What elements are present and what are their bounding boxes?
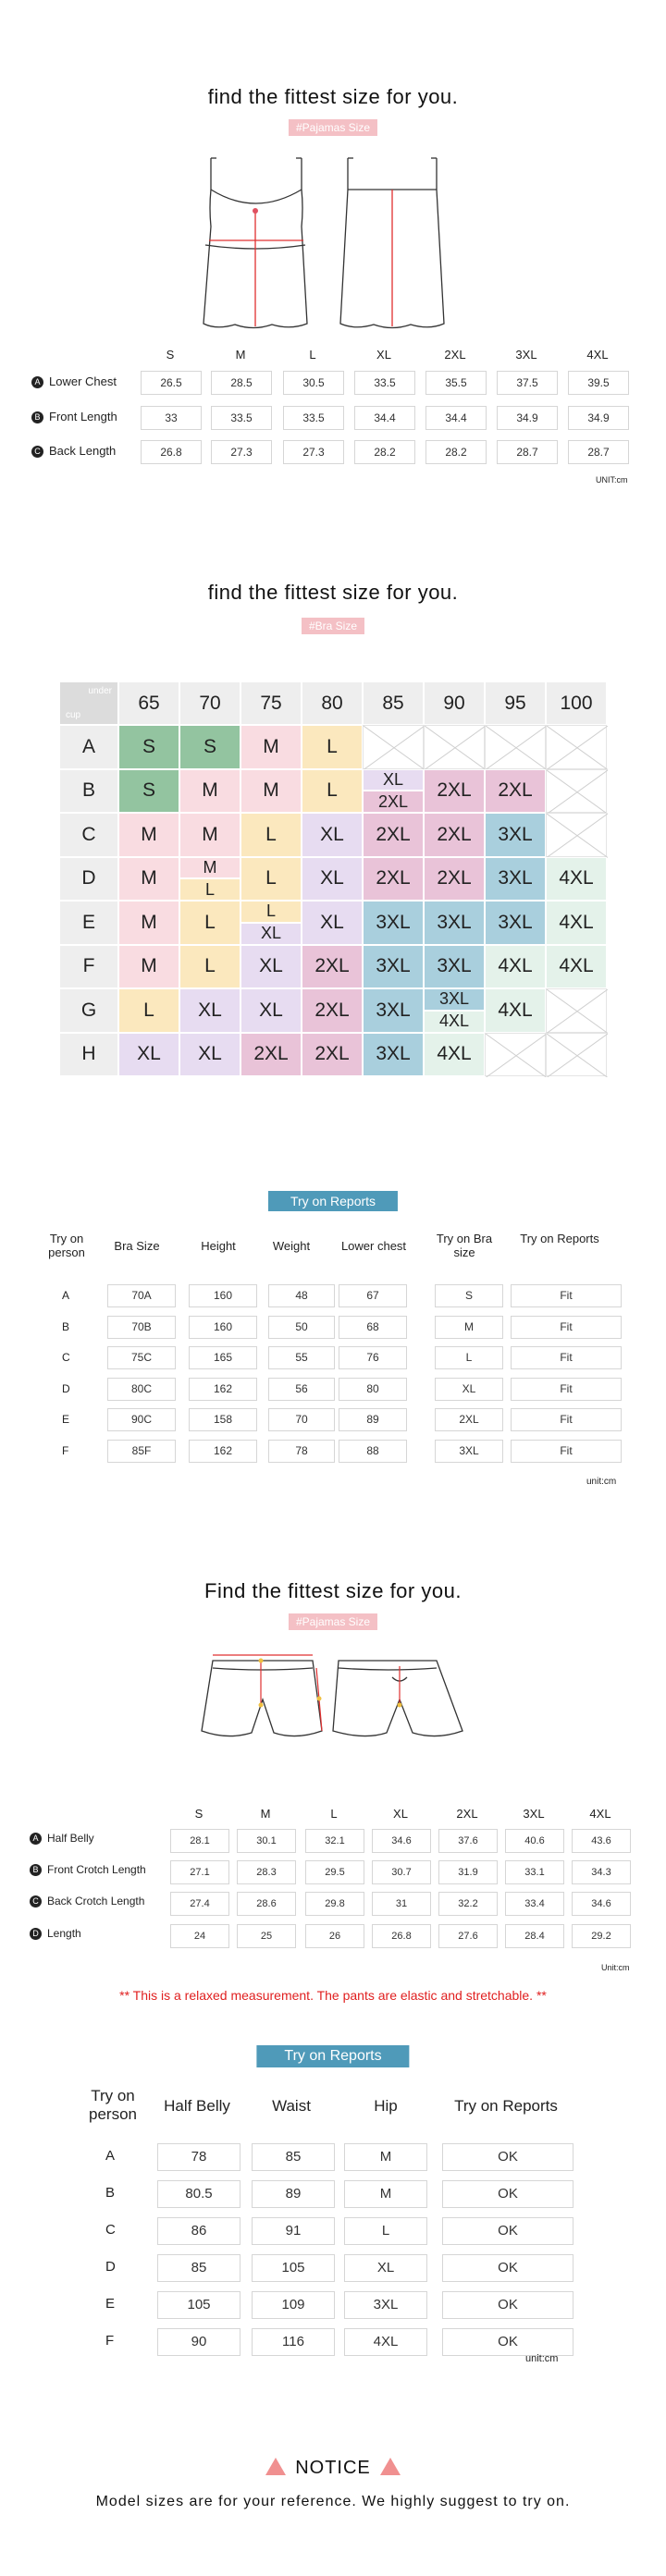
unavailable-cell xyxy=(363,725,424,769)
size-value-cell: 27.3 xyxy=(283,440,344,464)
size-value-cell: 26 xyxy=(305,1924,364,1948)
size-value-cell: 33.1 xyxy=(505,1860,564,1884)
shorts-diagram xyxy=(194,1648,472,1759)
size-cell: XL xyxy=(240,945,302,989)
person-label: D xyxy=(105,2259,116,2275)
try-on-header: Lower chest xyxy=(340,1239,407,1253)
size-cell: XL xyxy=(302,857,363,902)
measure-label-text: Length xyxy=(47,1927,81,1940)
size-cell-lower: XL xyxy=(240,923,302,945)
section4-unit: Unit:cm xyxy=(601,1963,630,1972)
size-header: S xyxy=(166,348,175,362)
section3-badge: Try on Reports xyxy=(268,1191,398,1211)
size-cell: S xyxy=(118,725,179,769)
size-cell: L xyxy=(179,901,240,945)
size-cell: 3XL xyxy=(424,945,485,989)
size-cell: 2XL xyxy=(363,813,424,857)
size-value-cell: 24 xyxy=(170,1924,229,1948)
size-cell: 2XL xyxy=(302,1033,363,1077)
try-on-value-cell: 75C xyxy=(107,1346,176,1369)
size-cell: 3XL xyxy=(363,901,424,945)
size-cell: M xyxy=(118,901,179,945)
band-size-header: 100 xyxy=(546,681,607,725)
unavailable-cell xyxy=(546,1033,607,1077)
warning-icon xyxy=(380,2458,401,2475)
try-on-value-cell: 91 xyxy=(252,2217,335,2245)
size-cell: M xyxy=(240,725,302,769)
size-value-cell: 28.2 xyxy=(354,440,415,464)
unavailable-cell xyxy=(546,988,607,1033)
size-cell-upper: L xyxy=(240,901,302,923)
size-value-cell: 28.7 xyxy=(497,440,558,464)
size-header: XL xyxy=(376,348,391,362)
size-value-cell: 26.5 xyxy=(141,371,202,395)
size-cell: L xyxy=(240,857,302,902)
size-value-cell: 33.5 xyxy=(354,371,415,395)
size-cell-lower: L xyxy=(179,878,240,901)
size-header: XL xyxy=(393,1807,408,1821)
size-cell: 3XL xyxy=(363,945,424,989)
person-label: B xyxy=(105,2185,116,2201)
size-cell: 3XL xyxy=(485,901,546,945)
try-on-header: Half Belly xyxy=(164,2097,230,2115)
section3-unit: unit:cm xyxy=(586,1477,617,1487)
size-cell: L xyxy=(302,725,363,769)
try-on-value-cell: OK xyxy=(442,2254,574,2282)
size-value-cell: 29.8 xyxy=(305,1892,364,1916)
section1-badge: #Pajamas Size xyxy=(289,119,377,136)
size-cell: 2XL xyxy=(424,769,485,814)
try-on-header: Try on Bra size xyxy=(436,1232,493,1259)
size-cell-upper: XL xyxy=(363,769,424,791)
measure-label xyxy=(31,410,117,423)
try-on-value-cell: 90C xyxy=(107,1408,176,1431)
unavailable-cell xyxy=(424,725,485,769)
size-cell: 2XL xyxy=(240,1033,302,1077)
try-on-value-cell: 48 xyxy=(268,1284,335,1307)
size-value-cell: 37.6 xyxy=(438,1829,498,1853)
size-value-cell: 30.7 xyxy=(372,1860,431,1884)
size-value-cell: 34.6 xyxy=(572,1892,631,1916)
size-value-cell: 32.2 xyxy=(438,1892,498,1916)
size-cell: L xyxy=(179,945,240,989)
try-on-value-cell: 80.5 xyxy=(157,2180,240,2208)
try-on-value-cell: 68 xyxy=(339,1316,407,1339)
size-cell: M xyxy=(118,813,179,857)
size-header: 2XL xyxy=(444,348,466,362)
try-on-value-cell: Fit xyxy=(511,1284,622,1307)
try-on-header: Try on Reports xyxy=(520,1232,599,1245)
size-header: L xyxy=(330,1807,338,1821)
cup-size-header: H xyxy=(59,1033,118,1077)
size-value-cell: 34.4 xyxy=(426,406,487,430)
try-on-value-cell: Fit xyxy=(511,1316,622,1339)
try-on-value-cell: 78 xyxy=(268,1440,335,1463)
size-cell: M xyxy=(179,769,240,814)
try-on-value-cell: 3XL xyxy=(435,1440,503,1463)
size-value-cell: 28.7 xyxy=(568,440,629,464)
size-cell: 2XL xyxy=(424,857,485,902)
try-on-value-cell: 2XL xyxy=(435,1408,503,1431)
size-value-cell: 28.4 xyxy=(505,1924,564,1948)
try-on-value-cell: 89 xyxy=(339,1408,407,1431)
warning-icon xyxy=(265,2458,286,2475)
size-header: 3XL xyxy=(523,1807,545,1821)
size-cell: S xyxy=(118,769,179,814)
size-cell: L xyxy=(240,813,302,857)
try-on-value-cell: 80C xyxy=(107,1378,176,1401)
size-cell: 3XL xyxy=(485,813,546,857)
size-value-cell: 34.6 xyxy=(372,1829,431,1853)
try-on-header: Try on person xyxy=(89,2087,137,2123)
try-on-value-cell: XL xyxy=(435,1378,503,1401)
size-cell: 2XL xyxy=(424,813,485,857)
size-cell: L xyxy=(118,988,179,1033)
try-on-value-cell: 4XL xyxy=(344,2328,427,2356)
try-on-value-cell: L xyxy=(435,1346,503,1369)
size-header: 2XL xyxy=(456,1807,478,1821)
size-cell: 3XL xyxy=(363,1033,424,1077)
band-size-header: 75 xyxy=(240,681,302,725)
try-on-value-cell: Fit xyxy=(511,1346,622,1369)
try-on-value-cell: 105 xyxy=(252,2254,335,2282)
size-value-cell: 27.4 xyxy=(170,1892,229,1916)
size-value-cell: 34.9 xyxy=(568,406,629,430)
camisole-diagram xyxy=(198,153,466,342)
try-on-value-cell: 90 xyxy=(157,2328,240,2356)
measure-label-text: Front Length xyxy=(49,410,117,423)
measure-badge-icon: B xyxy=(30,1864,42,1876)
section1-title: find the fittest size for you. xyxy=(207,85,459,108)
try-on-value-cell: 70B xyxy=(107,1316,176,1339)
size-cell: 2XL xyxy=(363,857,424,902)
size-value-cell: 28.5 xyxy=(211,371,272,395)
size-cell: XL xyxy=(118,1033,179,1077)
band-size-header: 95 xyxy=(485,681,546,725)
try-on-value-cell: XL xyxy=(344,2254,427,2282)
try-on-header: Try on Reports xyxy=(454,2097,558,2115)
try-on-value-cell: 89 xyxy=(252,2180,335,2208)
person-label: A xyxy=(105,2148,116,2164)
try-on-value-cell: S xyxy=(435,1284,503,1307)
size-cell: 4XL xyxy=(485,988,546,1033)
person-label: E xyxy=(105,2296,116,2312)
size-value-cell: 40.6 xyxy=(505,1829,564,1853)
size-value-cell: 34.4 xyxy=(354,406,415,430)
notice-title: NOTICE xyxy=(295,2458,371,2478)
measure-label xyxy=(30,1863,146,1876)
try-on-value-cell: OK xyxy=(442,2180,574,2208)
size-value-cell: 33.4 xyxy=(505,1892,564,1916)
try-on-value-cell: 105 xyxy=(157,2291,240,2319)
cup-size-header: F xyxy=(59,945,118,989)
size-cell: M xyxy=(118,945,179,989)
try-on-value-cell: Fit xyxy=(511,1440,622,1463)
try-on-value-cell: OK xyxy=(442,2217,574,2245)
grid-corner xyxy=(59,681,118,725)
person-label: C xyxy=(105,2222,116,2238)
section5-badge: Try on Reports xyxy=(256,2045,409,2067)
try-on-value-cell: Fit xyxy=(511,1408,622,1431)
measure-label xyxy=(31,444,116,458)
unavailable-cell xyxy=(485,725,546,769)
try-on-value-cell: 50 xyxy=(268,1316,335,1339)
try-on-value-cell: 165 xyxy=(189,1346,257,1369)
try-on-value-cell: 55 xyxy=(268,1346,335,1369)
size-value-cell: 32.1 xyxy=(305,1829,364,1853)
section4-badge: #Pajamas Size xyxy=(289,1613,377,1630)
try-on-value-cell: 80 xyxy=(339,1378,407,1401)
try-on-header: Weight xyxy=(272,1239,311,1253)
try-on-header: Bra Size xyxy=(114,1239,160,1253)
section4-title: Find the fittest size for you. xyxy=(204,1579,462,1602)
size-cell-lower: 4XL xyxy=(424,1011,485,1033)
try-on-value-cell: 76 xyxy=(339,1346,407,1369)
size-cell: 3XL xyxy=(485,857,546,902)
cup-size-header: E xyxy=(59,901,118,945)
size-header: 4XL xyxy=(586,348,609,362)
size-cell-lower: 2XL xyxy=(363,791,424,813)
measure-label-text: Half Belly xyxy=(47,1832,94,1845)
measure-badge-icon: C xyxy=(30,1895,42,1907)
size-header: S xyxy=(194,1807,204,1821)
band-size-header: 65 xyxy=(118,681,179,725)
size-cell: 3XL xyxy=(363,988,424,1033)
size-value-cell: 31.9 xyxy=(438,1860,498,1884)
size-cell: 4XL xyxy=(424,1033,485,1077)
size-value-cell: 28.6 xyxy=(237,1892,296,1916)
size-value-cell: 28.2 xyxy=(426,440,487,464)
size-cell: XL xyxy=(179,988,240,1033)
unavailable-cell xyxy=(546,769,607,814)
section2-badge: #Bra Size xyxy=(302,618,364,634)
try-on-value-cell: 160 xyxy=(189,1284,257,1307)
notice-text: Model sizes are for your reference. We highly suggest to try on. xyxy=(95,2494,571,2509)
size-value-cell: 39.5 xyxy=(568,371,629,395)
size-value-cell: 26.8 xyxy=(372,1924,431,1948)
try-on-value-cell: 86 xyxy=(157,2217,240,2245)
size-value-cell: 27.6 xyxy=(438,1924,498,1948)
cup-size-header: B xyxy=(59,769,118,814)
size-cell: 2XL xyxy=(302,945,363,989)
unavailable-cell xyxy=(546,725,607,769)
unavailable-cell xyxy=(546,813,607,857)
try-on-value-cell: 85 xyxy=(252,2143,335,2171)
try-on-header: Try on person xyxy=(48,1232,85,1259)
person-label: F xyxy=(62,1443,69,1457)
size-cell: 2XL xyxy=(302,988,363,1033)
size-header: M xyxy=(235,348,246,362)
size-value-cell: 31 xyxy=(372,1892,431,1916)
size-value-cell: 33 xyxy=(141,406,202,430)
bra-size-grid xyxy=(59,681,612,1098)
try-on-value-cell: 56 xyxy=(268,1378,335,1401)
size-value-cell: 30.1 xyxy=(237,1829,296,1853)
section5-unit: unit:cm xyxy=(525,2353,559,2364)
size-cell: XL xyxy=(302,813,363,857)
try-on-value-cell: L xyxy=(344,2217,427,2245)
size-value-cell: 34.3 xyxy=(572,1860,631,1884)
size-cell: 4XL xyxy=(485,945,546,989)
try-on-value-cell: 70A xyxy=(107,1284,176,1307)
size-cell: M xyxy=(118,857,179,902)
size-header: 3XL xyxy=(515,348,537,362)
measure-label xyxy=(30,1832,94,1845)
measure-label xyxy=(31,374,117,388)
measure-label-text: Lower Chest xyxy=(49,374,117,388)
try-on-value-cell: 88 xyxy=(339,1440,407,1463)
size-value-cell: 35.5 xyxy=(426,371,487,395)
size-value-cell: 34.9 xyxy=(497,406,558,430)
cup-size-header: C xyxy=(59,813,118,857)
measure-label xyxy=(30,1895,144,1907)
section2-title: find the fittest size for you. xyxy=(207,581,459,604)
size-value-cell: 29.2 xyxy=(572,1924,631,1948)
try-on-value-cell: 3XL xyxy=(344,2291,427,2319)
size-cell: 4XL xyxy=(546,901,607,945)
try-on-value-cell: 160 xyxy=(189,1316,257,1339)
try-on-value-cell: 158 xyxy=(189,1408,257,1431)
measure-label-text: Back Crotch Length xyxy=(47,1895,145,1907)
size-value-cell: 28.3 xyxy=(237,1860,296,1884)
size-header: 4XL xyxy=(589,1807,611,1821)
section1-unit: UNIT:cm xyxy=(596,475,628,485)
size-cell: 3XL xyxy=(424,901,485,945)
size-value-cell: 28.1 xyxy=(170,1829,229,1853)
size-header: L xyxy=(309,348,316,362)
person-label: F xyxy=(105,2333,115,2349)
corner-bottom-label: cup xyxy=(66,710,81,720)
size-value-cell: 43.6 xyxy=(572,1829,631,1853)
size-cell: M xyxy=(179,813,240,857)
try-on-value-cell: 109 xyxy=(252,2291,335,2319)
size-cell: L xyxy=(302,769,363,814)
person-label: C xyxy=(62,1351,70,1364)
size-value-cell: 27.3 xyxy=(211,440,272,464)
size-value-cell: 33.5 xyxy=(283,406,344,430)
size-value-cell: 29.5 xyxy=(305,1860,364,1884)
size-cell: XL xyxy=(179,1033,240,1077)
band-size-header: 85 xyxy=(363,681,424,725)
measure-badge-icon: B xyxy=(31,411,43,423)
measure-label-text: Front Crotch Length xyxy=(47,1863,146,1876)
try-on-value-cell: M xyxy=(344,2180,427,2208)
measure-badge-icon: C xyxy=(31,446,43,458)
person-label: A xyxy=(62,1289,70,1302)
measure-badge-icon: A xyxy=(30,1833,42,1845)
measure-badge-icon: D xyxy=(30,1928,42,1940)
size-cell: M xyxy=(240,769,302,814)
size-value-cell: 30.5 xyxy=(283,371,344,395)
cup-size-header: G xyxy=(59,988,118,1033)
cup-size-header: D xyxy=(59,857,118,902)
size-cell: XL xyxy=(240,988,302,1033)
try-on-value-cell: 70 xyxy=(268,1408,335,1431)
try-on-value-cell: 67 xyxy=(339,1284,407,1307)
try-on-value-cell: M xyxy=(435,1316,503,1339)
try-on-value-cell: 116 xyxy=(252,2328,335,2356)
size-cell-upper: 3XL xyxy=(424,988,485,1011)
notice-heading xyxy=(0,2458,666,2479)
size-value-cell: 26.8 xyxy=(141,440,202,464)
try-on-header: Waist xyxy=(272,2097,311,2115)
size-header: M xyxy=(260,1807,271,1821)
size-cell: 4XL xyxy=(546,857,607,902)
try-on-value-cell: 78 xyxy=(157,2143,240,2171)
try-on-value-cell: Fit xyxy=(511,1378,622,1401)
try-on-value-cell: 85F xyxy=(107,1440,176,1463)
try-on-value-cell: OK xyxy=(442,2291,574,2319)
band-size-header: 70 xyxy=(179,681,240,725)
size-value-cell: 37.5 xyxy=(497,371,558,395)
person-label: E xyxy=(62,1413,70,1426)
person-label: B xyxy=(62,1319,70,1333)
band-size-header: 80 xyxy=(302,681,363,725)
unavailable-cell xyxy=(485,1033,546,1077)
cup-size-header: A xyxy=(59,725,118,769)
size-value-cell: 33.5 xyxy=(211,406,272,430)
size-cell: XL xyxy=(302,901,363,945)
try-on-value-cell: OK xyxy=(442,2328,574,2356)
elastic-note: ** This is a relaxed measurement. The pants are elastic and stretchable. ** xyxy=(119,1988,547,2003)
try-on-value-cell: 162 xyxy=(189,1440,257,1463)
try-on-value-cell: M xyxy=(344,2143,427,2171)
try-on-value-cell: 162 xyxy=(189,1378,257,1401)
try-on-header: Hip xyxy=(374,2097,398,2115)
size-value-cell: 25 xyxy=(237,1924,296,1948)
try-on-value-cell: OK xyxy=(442,2143,574,2171)
try-on-value-cell: 85 xyxy=(157,2254,240,2282)
corner-top-label: under xyxy=(88,686,112,696)
size-cell: 4XL xyxy=(546,945,607,989)
person-label: D xyxy=(62,1381,70,1395)
measure-badge-icon: A xyxy=(31,376,43,388)
measure-label-text: Back Length xyxy=(49,444,117,458)
size-cell: S xyxy=(179,725,240,769)
size-cell: 2XL xyxy=(485,769,546,814)
measure-label xyxy=(30,1927,81,1940)
size-value-cell: 27.1 xyxy=(170,1860,229,1884)
try-on-header: Height xyxy=(201,1239,236,1253)
size-cell-upper: M xyxy=(179,857,240,879)
band-size-header: 90 xyxy=(424,681,485,725)
